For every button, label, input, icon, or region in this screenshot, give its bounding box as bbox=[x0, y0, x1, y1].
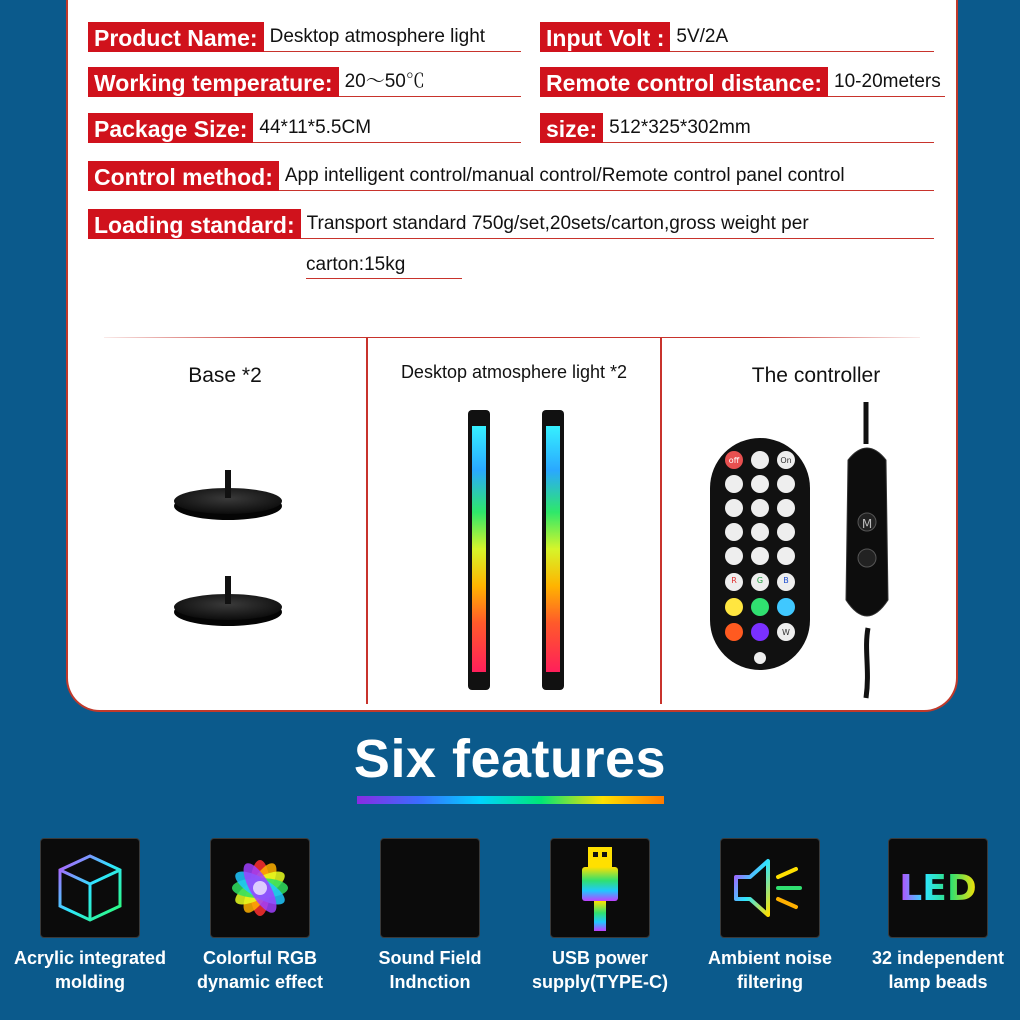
led-text: LED bbox=[899, 867, 977, 909]
svg-text:On: On bbox=[780, 456, 792, 465]
base-image bbox=[170, 468, 286, 524]
feature-caption-line1: USB power bbox=[551, 948, 648, 968]
lights-title: Desktop atmosphere light *2 bbox=[400, 362, 628, 382]
spec-label: Loading standard: bbox=[88, 209, 301, 239]
spec-loading-standard-cont: carton:15kg bbox=[306, 254, 462, 279]
cube-icon bbox=[40, 838, 140, 938]
light-bars-image bbox=[460, 408, 570, 692]
svg-text:off: off bbox=[728, 456, 740, 465]
spec-value: Transport standard 750g/set,20sets/carton,gross weight per bbox=[301, 212, 934, 239]
base-image bbox=[170, 574, 286, 630]
spec-working-temperature bbox=[88, 63, 521, 97]
spec-input-volt bbox=[540, 18, 934, 52]
remote-image bbox=[708, 436, 812, 672]
spec-package-size bbox=[88, 109, 521, 143]
spec-remote-distance bbox=[540, 63, 941, 97]
feature-caption-line2: lamp beads bbox=[888, 972, 988, 992]
color-wheel-icon bbox=[210, 838, 310, 938]
spec-value: 5V/2A bbox=[670, 25, 934, 52]
feature-caption-line2: dynamic effect bbox=[196, 972, 324, 992]
rainbow-underline bbox=[357, 796, 664, 804]
controller-title: The controller bbox=[751, 364, 881, 387]
feature-item bbox=[515, 838, 685, 994]
feature-item bbox=[5, 838, 175, 994]
feature-item bbox=[175, 838, 345, 994]
spec-label: size: bbox=[540, 113, 603, 143]
spec-control-method bbox=[88, 157, 934, 191]
controller-m-label: M bbox=[861, 517, 873, 531]
section-divider bbox=[104, 337, 920, 338]
feature-item bbox=[853, 838, 1020, 994]
feature-caption-line1: 32 independent bbox=[871, 948, 1005, 968]
svg-text:G: G bbox=[756, 576, 764, 585]
spec-value: 44*11*5.5CM bbox=[253, 116, 521, 143]
column-divider bbox=[366, 338, 368, 704]
sound-wave-icon bbox=[380, 838, 480, 938]
spec-label: Product Name: bbox=[88, 22, 264, 52]
spec-label: Control method: bbox=[88, 161, 279, 191]
spec-product-name bbox=[88, 18, 521, 52]
svg-text:R: R bbox=[731, 576, 737, 585]
feature-caption-line2: filtering bbox=[737, 972, 803, 992]
svg-text:W: W bbox=[782, 628, 790, 637]
led-text-icon bbox=[888, 838, 988, 938]
features-title: Six features bbox=[353, 729, 667, 789]
spec-label: Working temperature: bbox=[88, 67, 339, 97]
spec-value: 512*325*302mm bbox=[603, 116, 934, 143]
usb-icon bbox=[550, 838, 650, 938]
base-title: Base *2 bbox=[188, 364, 262, 387]
spec-value: 20～50℃ bbox=[339, 70, 521, 97]
spec-value: 10-20meters bbox=[828, 70, 945, 97]
feature-caption-line2: Indnction bbox=[389, 972, 471, 992]
speaker-icon bbox=[720, 838, 820, 938]
feature-caption-line1: Colorful RGB bbox=[203, 948, 317, 968]
spec-size bbox=[540, 109, 934, 143]
inline-controller-image bbox=[834, 400, 900, 700]
feature-caption-line1: Acrylic integrated bbox=[13, 948, 167, 968]
column-divider bbox=[660, 338, 662, 704]
spec-value: Desktop atmosphere light bbox=[264, 25, 521, 52]
spec-label: Remote control distance: bbox=[540, 67, 828, 97]
spec-loading-standard bbox=[88, 205, 934, 239]
spec-label: Input Volt : bbox=[540, 22, 670, 52]
feature-caption-line2: molding bbox=[55, 972, 125, 992]
feature-caption-line1: Sound Field bbox=[378, 948, 482, 968]
feature-caption-line1: Ambient noise bbox=[707, 948, 832, 968]
svg-text:B: B bbox=[783, 576, 789, 585]
feature-item bbox=[345, 838, 515, 994]
spec-value: App intelligent control/manual control/Remote control panel control bbox=[279, 164, 934, 191]
feature-caption-line2: supply(TYPE-C) bbox=[531, 972, 668, 992]
spec-label: Package Size: bbox=[88, 113, 253, 143]
feature-item bbox=[685, 838, 855, 994]
